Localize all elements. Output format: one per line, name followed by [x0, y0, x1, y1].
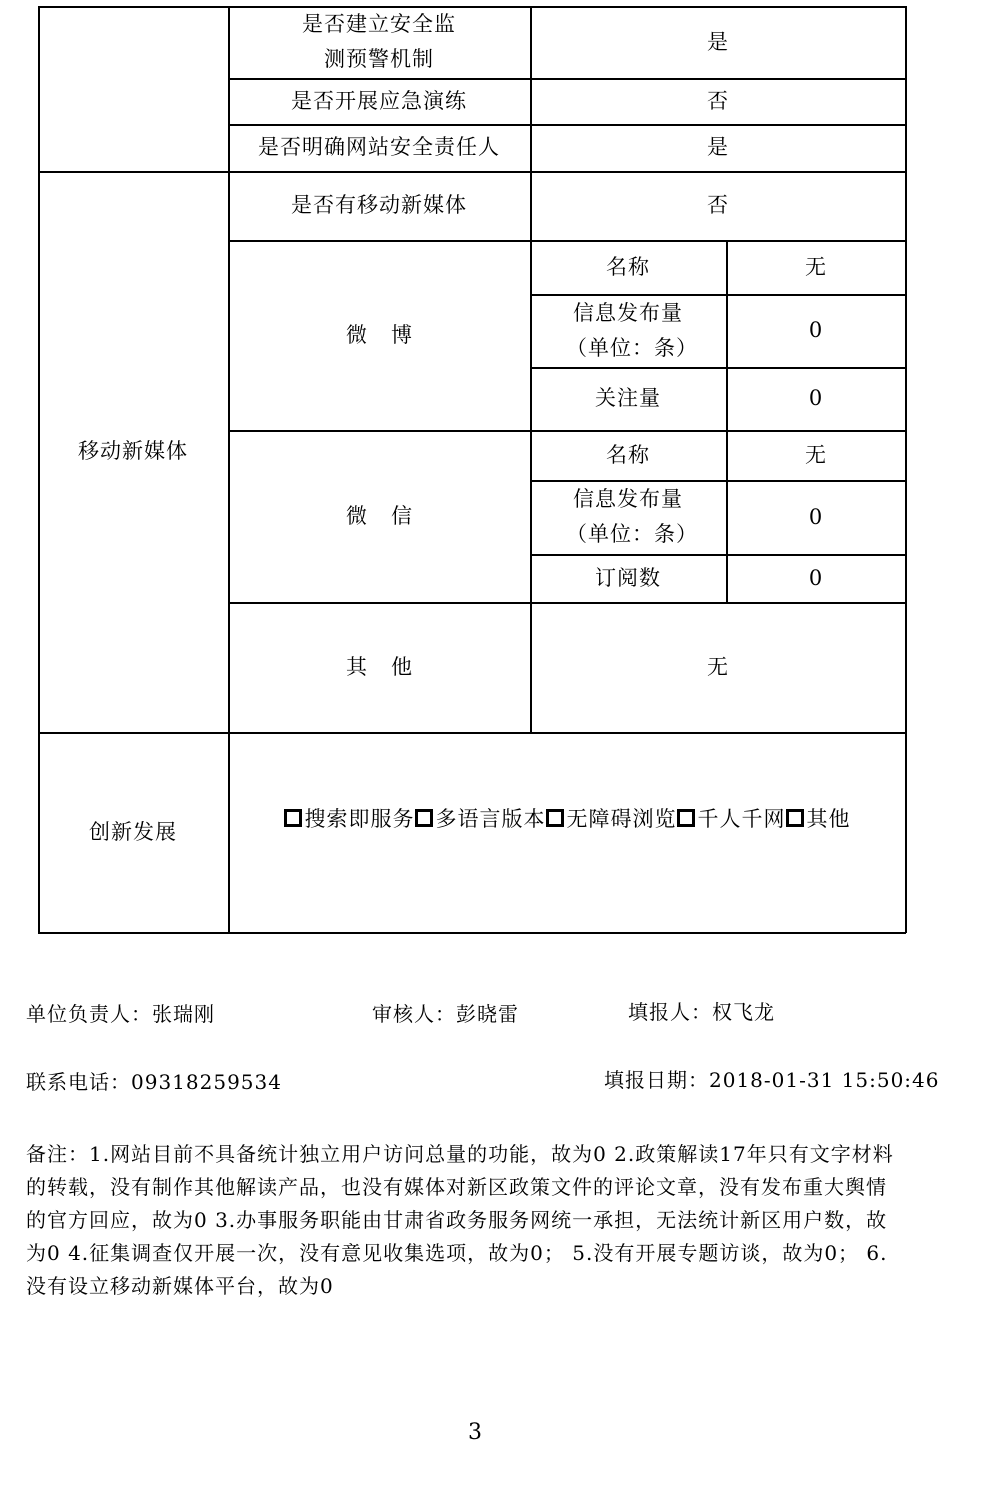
wechat-posts-label: 信息发布量（单位：条） — [566, 487, 698, 546]
has-mobile-value: 否 — [707, 193, 729, 217]
weibo-posts-value: 0 — [808, 318, 824, 342]
date-label: 填报日期： — [604, 1068, 709, 1092]
unit-head-label: 单位负责人： — [26, 1002, 152, 1026]
reviewer-label: 审核人： — [372, 1002, 456, 1026]
weibo-posts-label: 信息发布量（单位：条） — [566, 300, 698, 360]
mobile-section-label: 移动新媒体 — [78, 439, 188, 463]
innovation-section-label: 创新发展 — [89, 819, 177, 844]
wechat-sub-value: 0 — [808, 565, 824, 590]
checkbox-icon[interactable] — [415, 809, 433, 827]
option-personalized[interactable] — [677, 803, 786, 833]
report-table — [38, 6, 906, 933]
date-value: 2018-01-31 15:50:46 — [709, 1068, 940, 1092]
remarks: 备注：1.网站目前不具备统计独立用户访问总量的功能，故为0 2.政策解读17年只有文字材料的转载，没有制作其他解读产品，也没有媒体对新区政策文件的评论文章，没有发布重大舆情的官方回应，故为0 3.办事服务职能由甘肃省政务服务网统一承担，无法统计新区用户数，故为0 4.征集调查仅开展一次，没有意见收集选项，故为0； 5.没有开展专题访谈，故为0； 6.没有设立移动新媒体平台，故为0 — [26, 1142, 894, 1298]
reviewer-name: 彭晓雷 — [456, 1002, 519, 1026]
option-multilingual[interactable] — [415, 803, 546, 833]
monitor-label: 是否建立安全监测预警机制 — [302, 12, 456, 71]
option-other[interactable] — [786, 803, 851, 833]
wechat-sub-label: 订阅数 — [595, 565, 661, 590]
option-label: 搜索即服务 — [304, 807, 415, 831]
filler-name: 权飞龙 — [712, 1000, 775, 1024]
monitor-value: 是 — [707, 29, 729, 54]
report-date — [604, 1064, 940, 1093]
drill-value: 否 — [707, 88, 729, 113]
checkbox-icon[interactable] — [786, 809, 804, 827]
checkbox-icon[interactable] — [546, 809, 564, 827]
innovation-options — [228, 798, 906, 838]
wechat-posts-value: 0 — [808, 504, 824, 529]
option-search-service[interactable] — [284, 803, 415, 833]
other-value: 无 — [707, 654, 729, 679]
option-label: 多语言版本 — [435, 807, 546, 831]
contact-phone — [26, 1066, 282, 1095]
phone-value: 09318259534 — [131, 1070, 282, 1094]
wechat-name-value: 无 — [805, 442, 827, 467]
weibo-label: 微博 — [346, 322, 436, 347]
unit-head-name: 张瑞刚 — [152, 1002, 215, 1026]
option-label: 千人千网 — [697, 807, 786, 831]
checkbox-icon[interactable] — [284, 809, 302, 827]
phone-label: 联系电话： — [26, 1070, 131, 1094]
reviewer — [372, 998, 519, 1027]
option-label: 其他 — [806, 807, 851, 831]
wechat-name-label: 名称 — [606, 442, 650, 467]
owner-label: 是否明确网站安全责任人 — [258, 135, 500, 159]
owner-value: 是 — [707, 135, 729, 159]
option-label: 无障碍浏览 — [566, 807, 677, 831]
checkbox-icon[interactable] — [677, 809, 695, 827]
weibo-name-label: 名称 — [606, 254, 650, 279]
weibo-name-value: 无 — [805, 254, 827, 279]
filler — [628, 996, 775, 1025]
grid-line — [38, 932, 906, 934]
filler-label: 填报人： — [628, 1000, 712, 1024]
weibo-follow-label: 关注量 — [595, 386, 661, 410]
other-label: 其他 — [346, 654, 436, 679]
weibo-follow-value: 0 — [808, 386, 824, 410]
has-mobile-label: 是否有移动新媒体 — [291, 193, 467, 217]
option-accessibility[interactable] — [546, 803, 677, 833]
wechat-label: 微信 — [346, 503, 436, 528]
drill-label: 是否开展应急演练 — [291, 88, 467, 113]
page-number: 3 — [468, 1420, 482, 1445]
unit-head — [26, 998, 215, 1027]
